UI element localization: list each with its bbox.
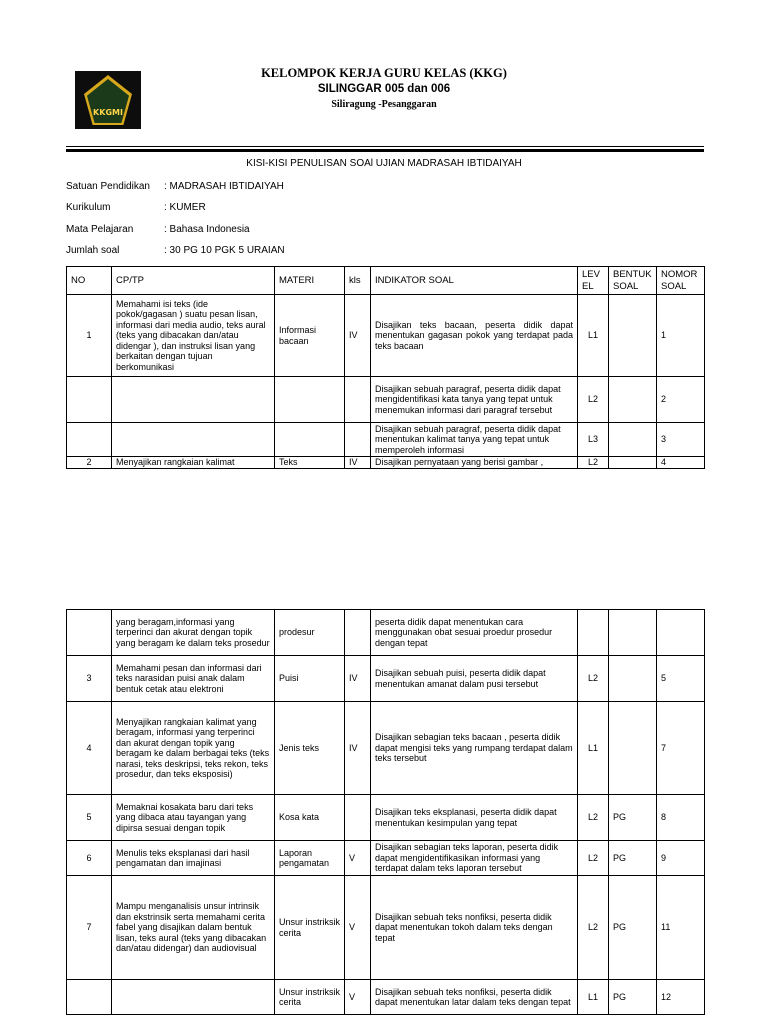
cell-level: L2 bbox=[578, 841, 609, 876]
cell-kls bbox=[345, 377, 371, 423]
col-header-no: NO bbox=[67, 267, 112, 295]
cell-materi: prodesur bbox=[275, 610, 345, 656]
cell-level bbox=[578, 610, 609, 656]
cell-bentuk bbox=[609, 377, 657, 423]
identity-value: : 30 PG 10 PGK 5 URAIAN bbox=[164, 245, 285, 256]
cell-nomor: 9 bbox=[657, 841, 705, 876]
cell-level: L2 bbox=[578, 656, 609, 702]
col-header-level: LEV EL bbox=[578, 267, 609, 295]
cell-kls bbox=[345, 610, 371, 656]
cell-level: L1 bbox=[578, 980, 609, 1015]
cell-nomor: 4 bbox=[657, 457, 705, 469]
identity-value: : Bahasa Indonesia bbox=[164, 224, 250, 235]
cell-kls bbox=[345, 423, 371, 457]
cell-bentuk: PG bbox=[609, 795, 657, 841]
cell-cptp: yang beragam,informasi yang terperinci dan akurat dengan topik yang beragam ke dalam teks prosedur bbox=[112, 610, 275, 656]
table-row bbox=[67, 876, 705, 980]
cell-materi bbox=[275, 377, 345, 423]
identity-label: Satuan Pendidikan bbox=[66, 181, 150, 192]
kisi-table-page-2 bbox=[66, 609, 705, 1015]
cell-cptp bbox=[112, 377, 275, 423]
cell-materi: Teks bbox=[275, 457, 345, 469]
cell-bentuk: PG bbox=[609, 980, 657, 1015]
table-row bbox=[67, 841, 705, 876]
identity-label: Jumlah soal bbox=[66, 245, 120, 256]
cell-no bbox=[67, 377, 112, 423]
table-row bbox=[67, 423, 705, 457]
identity-value: : KUMER bbox=[164, 202, 206, 213]
header-rule-top bbox=[66, 146, 704, 147]
org-line-1: KELOMPOK KERJA GURU KELAS (KKG) bbox=[261, 66, 507, 80]
table-row bbox=[67, 457, 705, 469]
col-header-materi: MATERI bbox=[275, 267, 345, 295]
col-header-nomor: NOMOR SOAL bbox=[657, 267, 705, 295]
cell-cptp: Mampu menganalisis unsur intrinsik dan ekstrinsik serta memahami cerita fabel yang disajikan dalam bentuk lisan, teks aural (teks yang dibacakan dan/atau didengar) dan audiovisual bbox=[112, 876, 275, 980]
identity-label: Kurikulum bbox=[66, 202, 111, 213]
cell-level: L2 bbox=[578, 457, 609, 469]
cell-indikator: Disajikan sebuah paragraf, peserta didik dapat menentukan kalimat tanya yang tepat untuk memperoleh informasi bbox=[371, 423, 578, 457]
cell-bentuk bbox=[609, 610, 657, 656]
cell-level: L1 bbox=[578, 295, 609, 377]
cell-no: 6 bbox=[67, 841, 112, 876]
cell-kls: V bbox=[345, 876, 371, 980]
cell-no: 5 bbox=[67, 795, 112, 841]
table-row bbox=[67, 295, 705, 377]
col-header-kls: kls bbox=[345, 267, 371, 295]
cell-materi: Unsur instriksik cerita bbox=[275, 876, 345, 980]
cell-cptp: Menulis teks eksplanasi dari hasil pengamatan dan imajinasi bbox=[112, 841, 275, 876]
cell-no bbox=[67, 610, 112, 656]
cell-materi: Jenis teks bbox=[275, 702, 345, 795]
cell-cptp: Menyajikan rangkaian kalimat bbox=[112, 457, 275, 469]
cell-cptp: Memahami isi teks (ide pokok/gagasan ) suatu pesan lisan, informasi dari media audio, teks aural (teks yang dibacakan dan/atau didengar ), dan instruksi lisan yang berkaitan dengan tujuan berkomunikasi bbox=[112, 295, 275, 377]
cell-kls: IV bbox=[345, 457, 371, 469]
cell-nomor: 2 bbox=[657, 377, 705, 423]
cell-nomor: 12 bbox=[657, 980, 705, 1015]
table-row bbox=[67, 795, 705, 841]
cell-indikator: Disajikan sebuah paragraf, peserta didik dapat mengidentifikasi kata tanya yang tepat untuk menemukan informasi dari paragraf tersebut bbox=[371, 377, 578, 423]
cell-no: 7 bbox=[67, 876, 112, 980]
cell-kls: IV bbox=[345, 295, 371, 377]
cell-indikator: Disajikan sebagian teks bacaan , peserta didik dapat mengisi teks yang rumpang terdapat dalam teks tersebut bbox=[371, 702, 578, 795]
cell-materi bbox=[275, 423, 345, 457]
kisi-table-page-1 bbox=[66, 266, 705, 469]
cell-bentuk bbox=[609, 702, 657, 795]
cell-bentuk: PG bbox=[609, 876, 657, 980]
table-row bbox=[67, 610, 705, 656]
cell-materi: Puisi bbox=[275, 656, 345, 702]
cell-materi: Unsur instriksik cerita bbox=[275, 980, 345, 1015]
cell-indikator: peserta didik dapat menentukan cara menggunakan obat sesuai proedur prosedur dengan tepat bbox=[371, 610, 578, 656]
table-row bbox=[67, 980, 705, 1015]
cell-cptp bbox=[112, 423, 275, 457]
cell-indikator: Disajikan pernyataan yang berisi gambar , bbox=[371, 457, 578, 469]
cell-no: 4 bbox=[67, 702, 112, 795]
cell-bentuk bbox=[609, 295, 657, 377]
cell-nomor: 3 bbox=[657, 423, 705, 457]
table-row bbox=[67, 702, 705, 795]
cell-indikator: Disajikan teks bacaan, peserta didik dapat menentukan gagasan pokok yang terdapat pada teks bacaan bbox=[371, 295, 578, 377]
cell-materi: Laporan pengamatan bbox=[275, 841, 345, 876]
cell-kls: V bbox=[345, 980, 371, 1015]
cell-indikator: Disajikan sebagian teks laporan, peserta didik dapat mengidentifikasikan informasi yang terdapat dalam teks laporan tersebut bbox=[371, 841, 578, 876]
org-line-2: SILINGGAR 005 dan 006 bbox=[317, 83, 451, 95]
header-rule-bottom bbox=[66, 149, 704, 152]
cell-cptp: Memaknai kosakata baru dari teks yang dibaca atau tayangan yang dipirsa sesuai dengan topik bbox=[112, 795, 275, 841]
cell-cptp: Memahami pesan dan informasi dari teks narasidan puisi anak dalam bentuk cetak atau elektroni bbox=[112, 656, 275, 702]
identity-value: : MADRASAH IBTIDAIYAH bbox=[164, 181, 284, 192]
cell-nomor: 5 bbox=[657, 656, 705, 702]
cell-level: L1 bbox=[578, 702, 609, 795]
cell-bentuk bbox=[609, 457, 657, 469]
cell-kls bbox=[345, 795, 371, 841]
cell-level: L3 bbox=[578, 423, 609, 457]
table-row bbox=[67, 656, 705, 702]
cell-no: 1 bbox=[67, 295, 112, 377]
doc-title: KISI-KISI PENULISAN SOAl UJIAN MADRASAH IBTIDAIYAH bbox=[246, 158, 522, 169]
cell-no bbox=[67, 980, 112, 1015]
col-header-indikator: INDIKATOR SOAL bbox=[371, 267, 578, 295]
cell-indikator: Disajikan sebuah teks nonfiksi, peserta didik dapat menentukan tokoh dalam teks dengan tepat bbox=[371, 876, 578, 980]
cell-bentuk bbox=[609, 656, 657, 702]
cell-bentuk: PG bbox=[609, 841, 657, 876]
cell-no bbox=[67, 423, 112, 457]
cell-nomor: 11 bbox=[657, 876, 705, 980]
cell-level: L2 bbox=[578, 377, 609, 423]
cell-cptp bbox=[112, 980, 275, 1015]
logo-text: KKGMI bbox=[93, 108, 123, 117]
org-line-3: Siliragung -Pesanggaran bbox=[331, 99, 437, 110]
cell-level: L2 bbox=[578, 795, 609, 841]
cell-kls: V bbox=[345, 841, 371, 876]
cell-nomor bbox=[657, 610, 705, 656]
table-row bbox=[67, 377, 705, 423]
cell-nomor: 1 bbox=[657, 295, 705, 377]
cell-level: L2 bbox=[578, 876, 609, 980]
cell-kls: IV bbox=[345, 656, 371, 702]
col-header-cptp: CP/TP bbox=[112, 267, 275, 295]
cell-indikator: Disajikan sebuah puisi, peserta didik dapat menentukan amanat dalam pusi tersebut bbox=[371, 656, 578, 702]
cell-cptp: Menyajikan rangkaian kalimat yang beragam, informasi yang terperinci dan akurat dengan topik yang beragam ke dalam berbagai teks (teks narasi, teks deskripsi, teks rekon, teks prosedur, dan teks eksposisi) bbox=[112, 702, 275, 795]
cell-kls: IV bbox=[345, 702, 371, 795]
cell-nomor: 8 bbox=[657, 795, 705, 841]
cell-materi: Kosa kata bbox=[275, 795, 345, 841]
cell-materi: Informasi bacaan bbox=[275, 295, 345, 377]
cell-indikator: Disajikan teks eksplanasi, peserta didik dapat menentukan kesimpulan yang tepat bbox=[371, 795, 578, 841]
cell-no: 2 bbox=[67, 457, 112, 469]
cell-bentuk bbox=[609, 423, 657, 457]
col-header-bentuk: BENTUK SOAL bbox=[609, 267, 657, 295]
cell-indikator: Disajikan sebuah teks nonfiksi, peserta didik dapat menentukan latar dalam teks dengan tepat bbox=[371, 980, 578, 1015]
cell-no: 3 bbox=[67, 656, 112, 702]
identity-label: Mata Pelajaran bbox=[66, 224, 134, 235]
table-header-row bbox=[67, 267, 705, 295]
cell-nomor: 7 bbox=[657, 702, 705, 795]
